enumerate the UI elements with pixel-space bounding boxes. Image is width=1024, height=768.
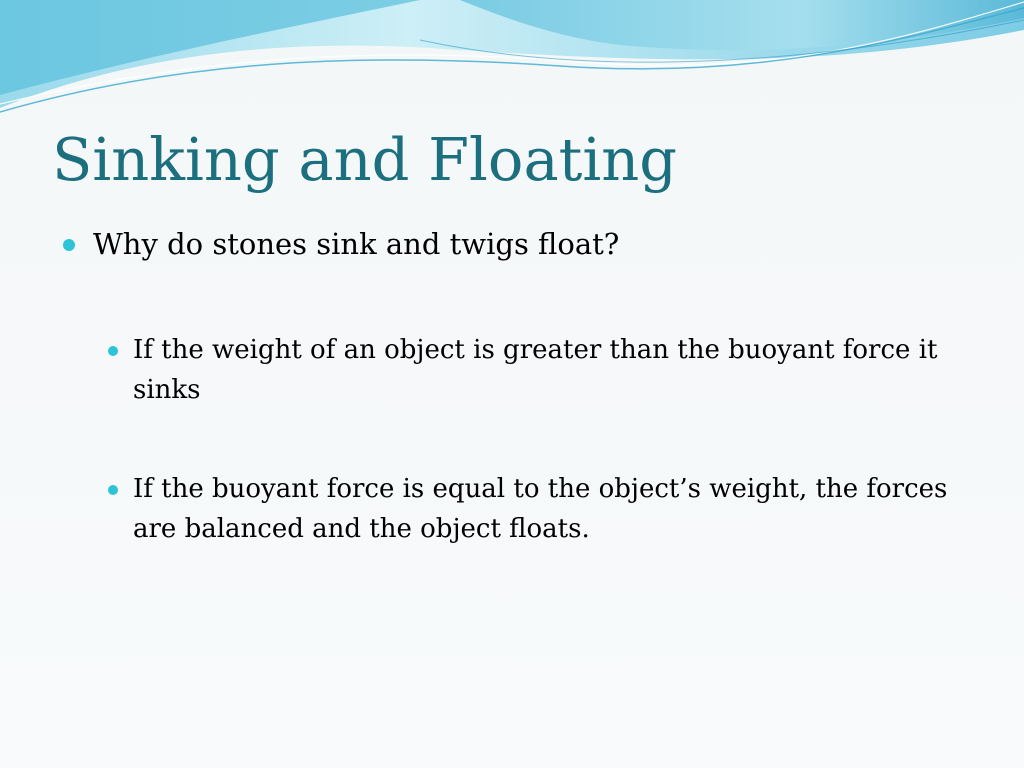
bullet-text: If the buoyant force is equal to the object’s weight, the forces are balanced and the object floats. xyxy=(133,474,948,544)
bullet-text: If the weight of an object is greater than the buoyant force it sinks xyxy=(133,335,938,405)
decorative-wave-header xyxy=(0,0,1024,120)
bullet-dot-icon xyxy=(108,485,118,495)
slide-title: Sinking and Floating xyxy=(52,125,677,194)
bullet-dot-icon xyxy=(108,346,118,356)
bullet-item-level1 xyxy=(63,224,963,264)
bullet-item-level2 xyxy=(108,469,948,549)
bullet-dot-icon xyxy=(63,239,75,251)
bullet-text: Why do stones sink and twigs float? xyxy=(93,227,620,261)
bullet-item-level2 xyxy=(108,330,948,410)
